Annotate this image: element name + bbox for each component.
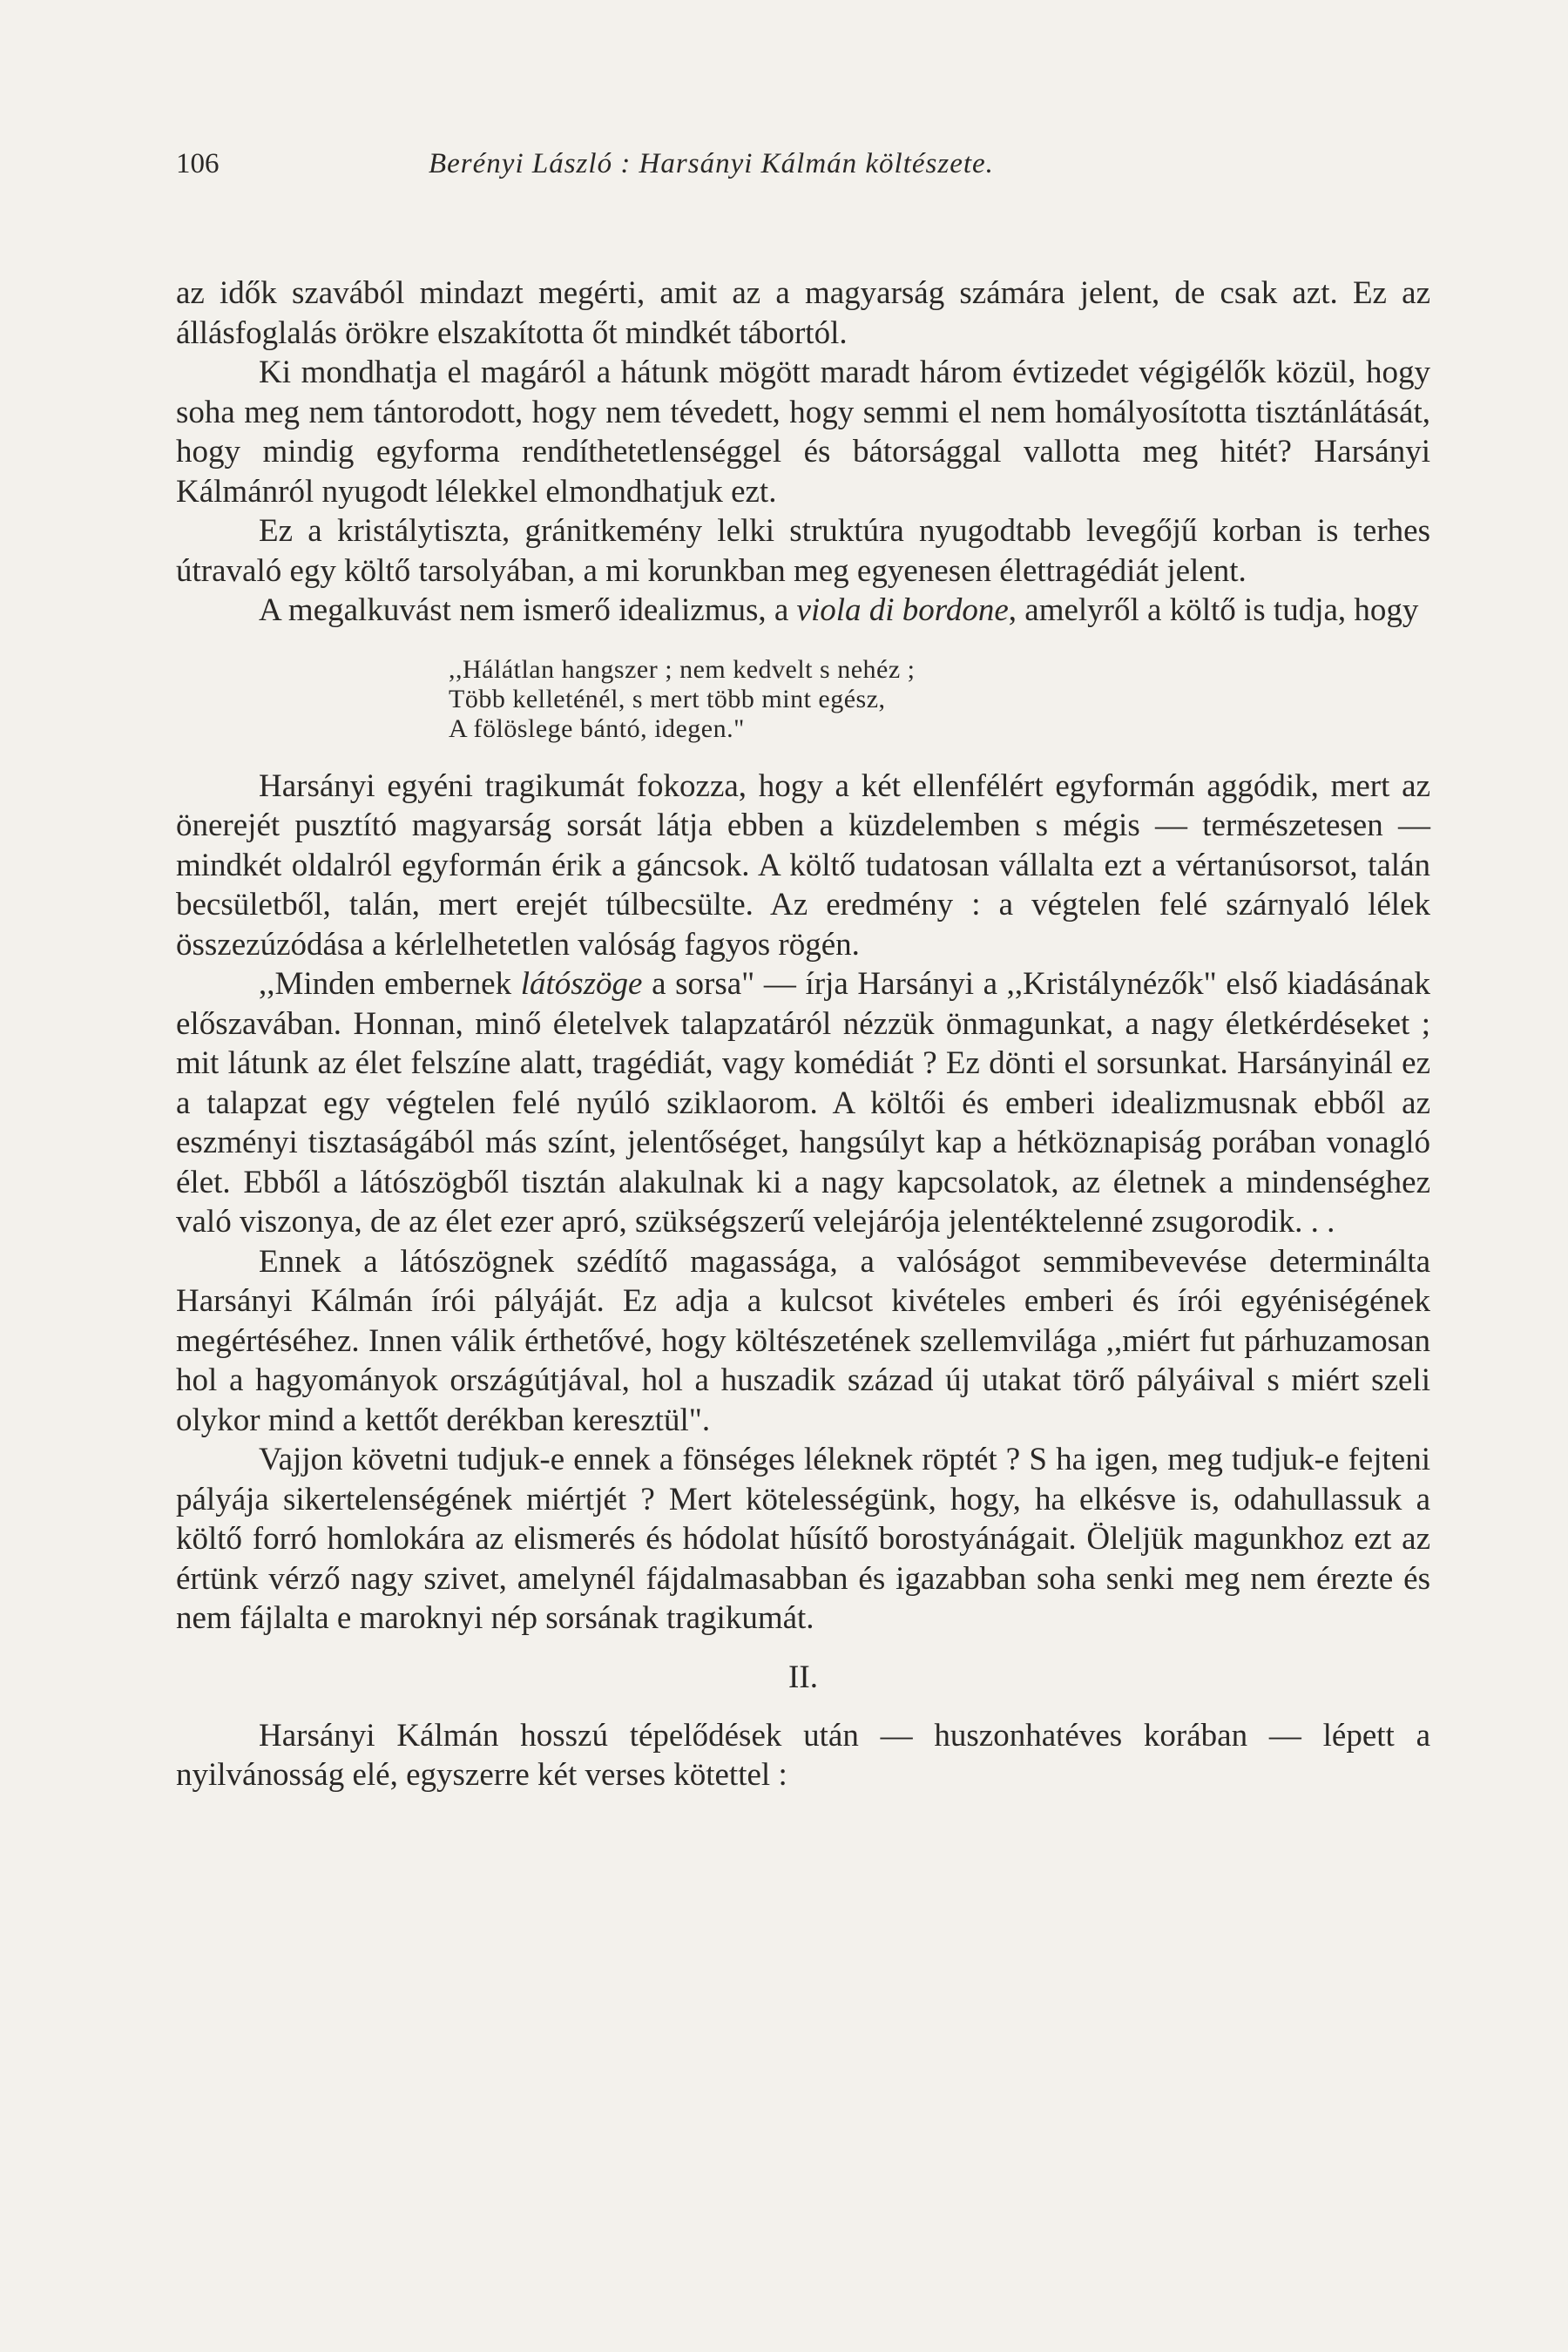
page-number: 106 <box>176 148 220 179</box>
paragraph-7: Ennek a látószögnek szédítő magassága, a valóságot semmibevevése determinálta Harsányi Kálmán írói pályáját. Ez adja a kulcsot kivételes emberi és írói egyéniségének megértéséhez. Innen válik érthetővé, hogy költészetének szellemvilága ,,miért fut párhuzamosan hol a hagyományok országútjával, hol a huszadik század új utakat törő pályáival s miért szeli olykor mind a kettőt derékban keresztül". <box>176 1243 1430 1438</box>
running-title: Berényi László : Harsányi Kálmán költészete. <box>429 148 994 179</box>
body-text <box>176 274 1430 1795</box>
paragraph-4 <box>176 591 1430 631</box>
verse-line: A fölöslege bántó, idegen." <box>449 713 745 743</box>
paragraph-6-text-b: a sorsa" — írja Harsányi a ,,Kristálynézők" első kiadásának előszavában. Honnan, minő életelvek talapzatáról nézzük önmagunkat, a nagy életkérdéseket ; mit látunk az élet felszíne alatt, tragédiát, vagy komédiát ? Ez dönti el sorsunkat. Harsányinál ez a talapzat egy végtelen felé nyúló sziklaorom. A költői és emberi idealizmusnak ebből az eszményi tisztaságából más színt, jelentőséget, hangsúlyt kap a hétköznapiság porában vonagló élet. Ebből a látószögből tisztán alakulnak ki a nagy kapcsolatok, az életnek a mindenséghez való viszonya, de az élet ezer apró, szükségszerű velejárója jelentéktelenné zsugorodik. . . <box>176 966 1430 1240</box>
paragraph-6-text-a: ,,Minden embernek <box>259 966 521 1002</box>
running-head <box>176 148 1430 200</box>
paragraph-4-italic: viola di bordone <box>796 592 1009 628</box>
paragraph-4-text-a: A megalkuvást nem ismerő idealizmus, a <box>259 592 797 628</box>
verse-line: Több kelleténél, s mert több mint egész, <box>449 684 886 713</box>
paragraph-5: Harsányi egyéni tragikumát fokozza, hogy a két ellenfélért egyformán aggódik, mert az önerejét pusztító magyarság sorsát látja ebben a küzdelemben s mégis — természetesen — mindkét oldalról egyformán érik a gáncsok. A költő tudatosan vállalta ezt a vértanúsorsot, talán becsületből, talán, mert erejét túlbecsülte. Az eredmény : a végtelen felé szárnyaló lélek összezúzódása a kérlelhetetlen valóság fagyos rögén. <box>176 767 1430 963</box>
paragraph-6-italic: látószöge <box>520 966 643 1002</box>
paragraph-1: az idők szavából mindazt megérti, amit az a magyarság számára jelent, de csak azt. Ez az állásfoglalás örökre elszakította őt mindkét tábortól. <box>176 275 1430 351</box>
verse-line: ,,Hálátlan hangszer ; nem kedvelt s nehéz ; <box>449 654 916 684</box>
paragraph-2: Ki mondhatja el magáról a hátunk mögött maradt három évtizedet végigélők közül, hogy soha meg nem tántorodott, hogy nem tévedett, hogy semmi el nem homályosította tisztánlátását, hogy mindig egyforma rendíthetetlenséggel és bátorsággal vallotta meg hitét? Harsányi Kálmánról nyugodt lélekkel elmondhatjuk ezt. <box>176 355 1430 510</box>
paragraph-9: Harsányi Kálmán hosszú tépelődések után — huszonhatéves korában — lépett a nyilvánosság elé, egyszerre két verses kötettel : <box>176 1717 1430 1793</box>
paragraph-4-text-b: , amelyről a költő is tudja, hogy <box>1008 592 1419 628</box>
verse-quote <box>449 655 1430 744</box>
section-number: II. <box>788 1659 818 1695</box>
paragraph-3: Ez a kristálytiszta, gránitkemény lelki struktúra nyugodtabb levegőjű korban is terhes útravaló egy költő tarsolyában, a mi korunkban meg egyenesen élettragédiát jelent. <box>176 513 1430 589</box>
paragraph-6 <box>176 964 1430 1242</box>
book-page <box>176 148 1430 1795</box>
paragraph-8: Vajjon követni tudjuk-e ennek a fönséges léleknek röptét ? S ha igen, meg tudjuk-e fejteni pályája sikertelenségének miértjét ? Mert kötelességünk, hogy, ha elkésve is, odahullassuk a költő forró homlokára az elismerés és hódolat hűsítő borostyánágait. Öleljük magunkhoz ezt az értünk vérző nagy szivet, amelynél fájdalmasabban és igazabban soha senki meg nem érezte és nem fájlalta e maroknyi nép sorsának tragikumát. <box>176 1442 1430 1636</box>
